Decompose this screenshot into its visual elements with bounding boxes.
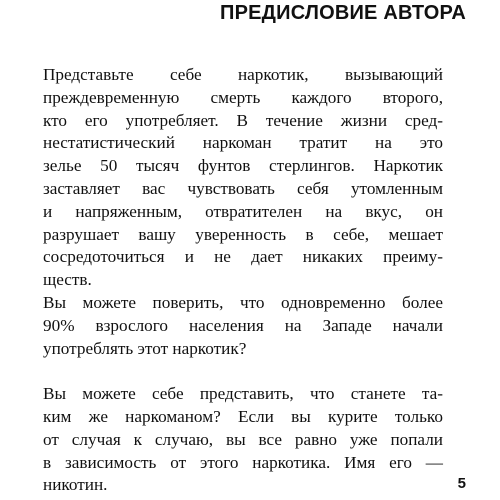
text-line: заставляет вас чувствовать себя утомленным xyxy=(43,178,443,198)
body-text xyxy=(43,64,443,497)
text-line: Представьте себе наркотик, вызывающий xyxy=(43,65,443,84)
text-line: употреблять этот наркотик? xyxy=(43,338,247,358)
paragraph xyxy=(43,292,443,360)
text-line: в зависимость от этого наркотика. Имя его — xyxy=(43,452,443,472)
text-line: Вы можете поверить, что одновременно более xyxy=(43,292,443,312)
paragraph xyxy=(43,64,443,292)
page-number: 5 xyxy=(457,475,466,492)
chapter-heading: ПРЕДИСЛОВИЕ АВТОРА xyxy=(220,2,466,24)
text-line: разрушает вашу уверенность в себе, мешает xyxy=(43,224,443,244)
paragraph-gap xyxy=(43,360,443,383)
text-line: нестатистический наркоман тратит на это xyxy=(43,133,443,153)
text-line: ким же наркоманом? Если вы курите только xyxy=(43,406,443,426)
paragraph xyxy=(43,383,443,497)
text-line: 90% взрослого населения на Западе начали xyxy=(43,315,443,335)
text-line: кто его употребляет. В течение жизни сред- xyxy=(43,110,443,130)
text-line: сосредоточиться и не дает никаких преиму- xyxy=(43,247,443,267)
text-line: и напряженным, отвратителен на вкус, он xyxy=(43,201,443,221)
text-line: никотин. xyxy=(43,475,108,495)
text-line: преждевременную смерть каждого второго, xyxy=(43,87,443,107)
text-line: Вы можете себе представить, что станете та- xyxy=(43,384,443,404)
text-line: от случая к случаю, вы все равно уже попали xyxy=(43,429,443,449)
text-line: ществ. xyxy=(43,270,92,290)
text-line: зелье 50 тысяч фунтов стерлингов. Наркотик xyxy=(43,156,443,176)
